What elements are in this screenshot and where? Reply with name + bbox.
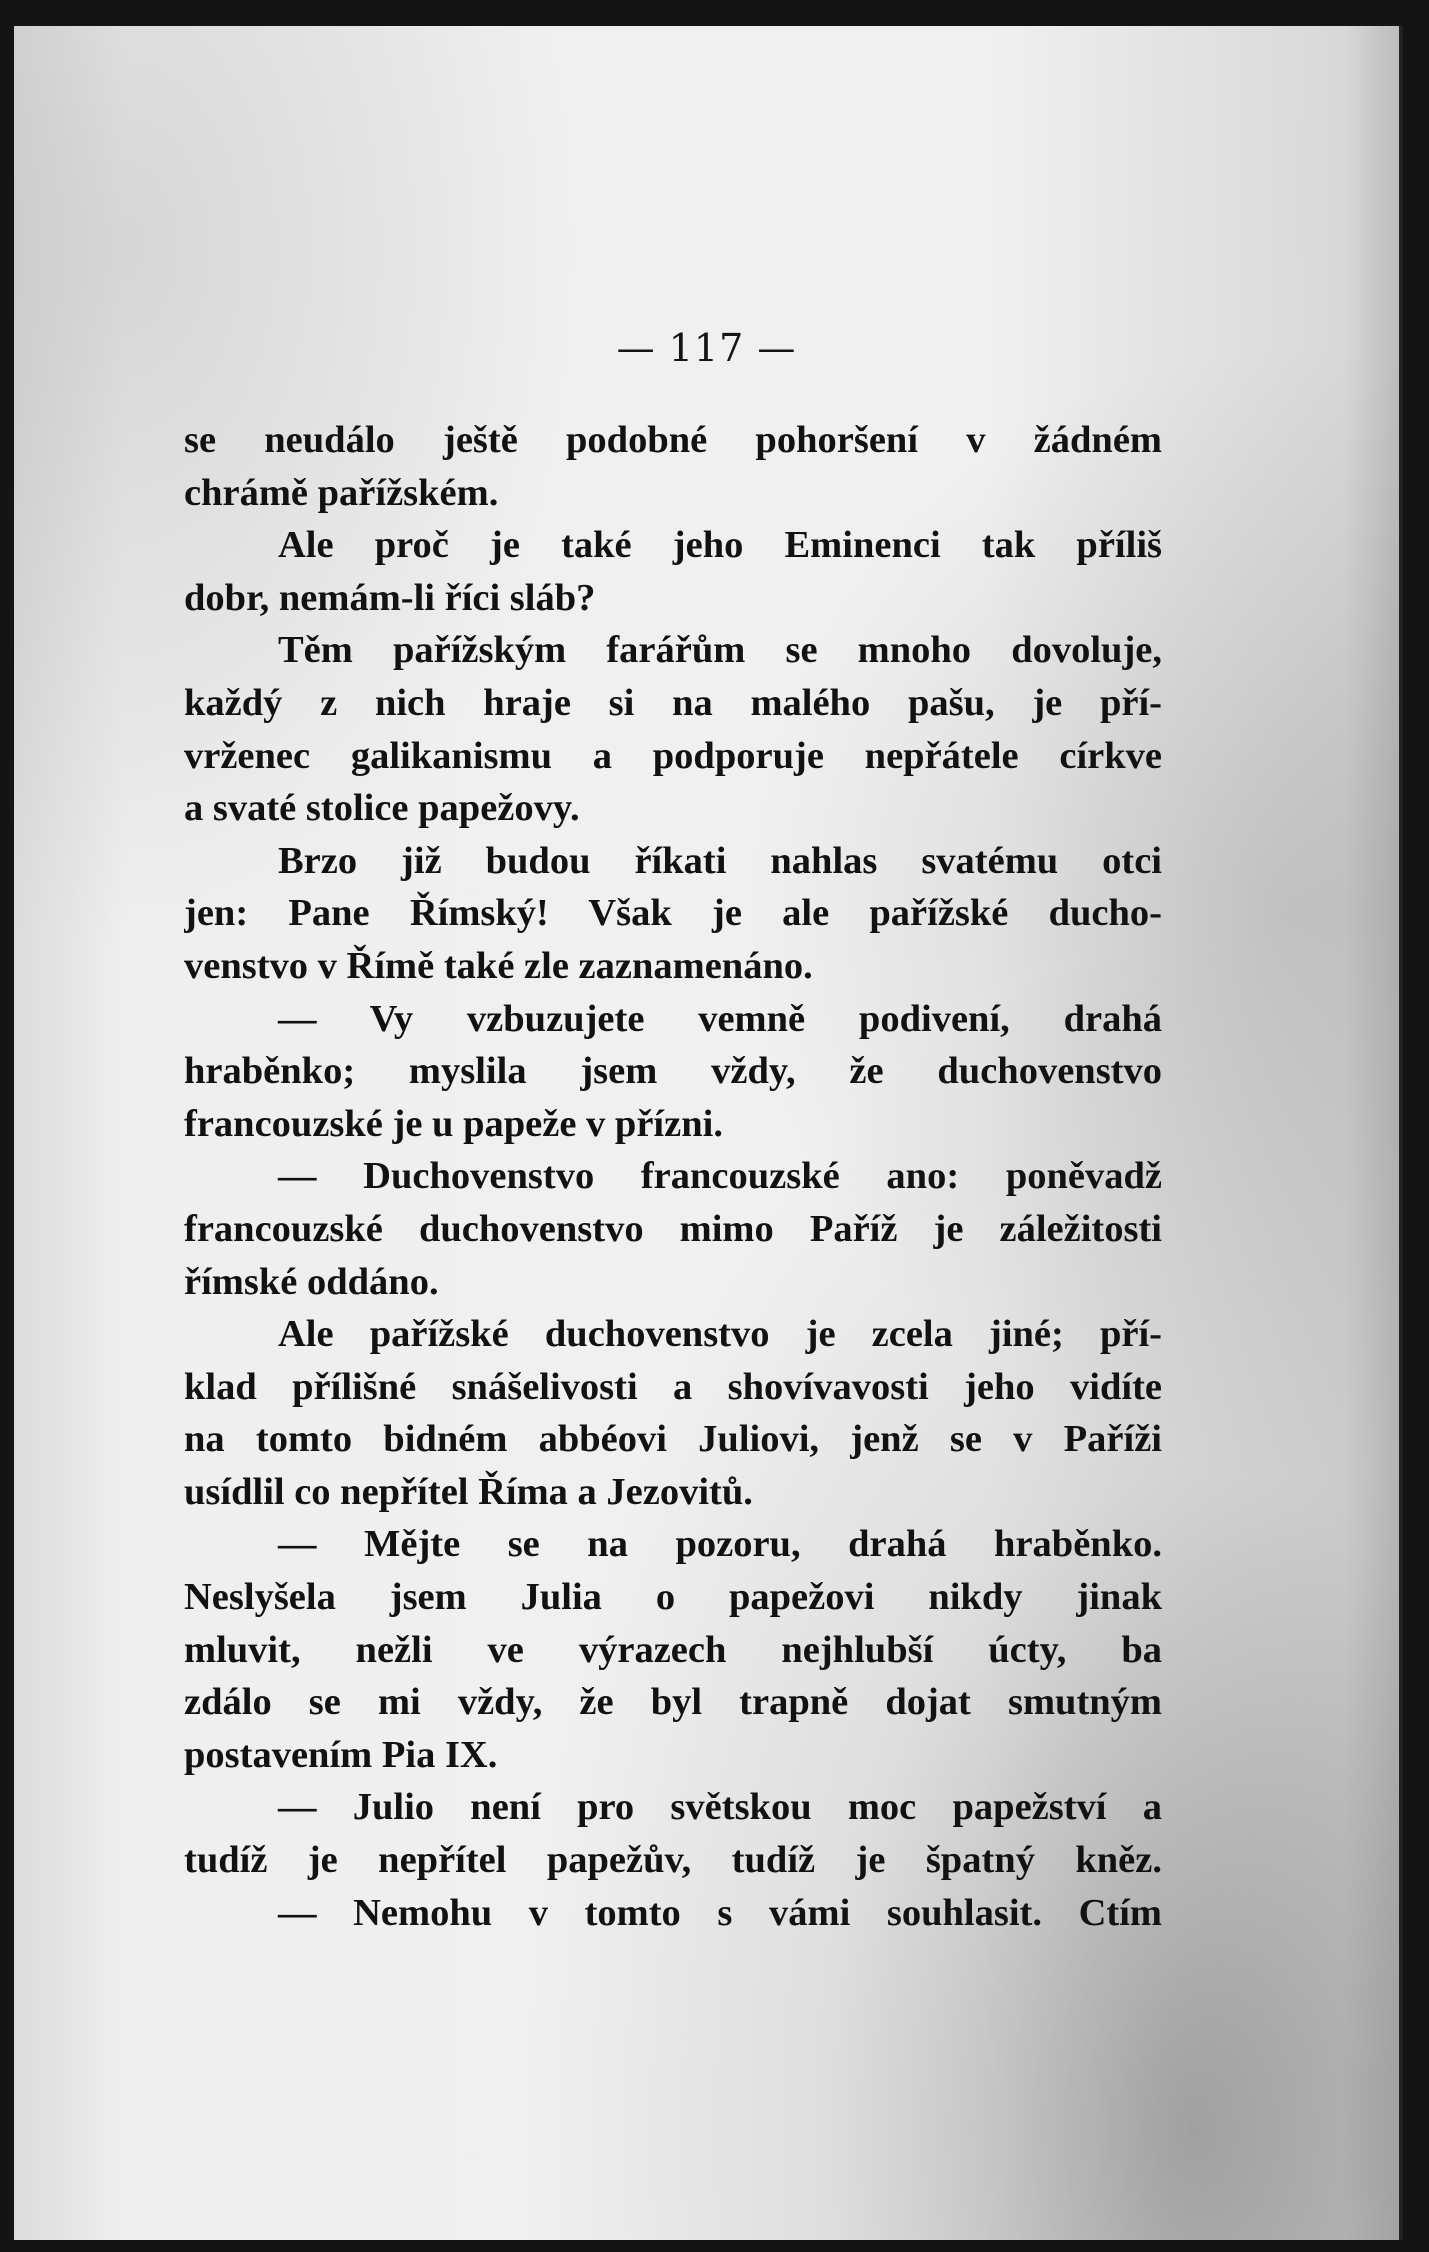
text-line: postavením Pia IX.	[184, 1733, 498, 1776]
text-line: vrženec galikanismu a podporuje nepřátele církve	[184, 734, 1162, 777]
text-line: tudíž je nepřítel papežův, tudíž je špatný kněz.	[184, 1839, 1162, 1882]
text-line: Těm pařížským farářům se mnoho dovoluje,	[278, 629, 1162, 672]
text-line: Neslyšela jsem Julia o papežovi nikdy jinak	[184, 1576, 1162, 1619]
text-line: na tomto bidném abbéovi Juliovi, jenž se v Paříži	[184, 1418, 1162, 1461]
text-line: — Duchovenstvo francouzské ano: poněvadž	[278, 1155, 1162, 1198]
text-line: venstvo v Římě také zle zaznamenáno.	[184, 944, 813, 987]
text-line: — Nemohu v tomto s vámi souhlasit. Ctím	[278, 1891, 1162, 1934]
page-number: — 117 —	[616, 326, 797, 370]
text-line: a svaté stolice papežovy.	[184, 787, 580, 830]
text-line: — Julio není pro světskou moc papežství a	[278, 1786, 1162, 1829]
text-line: dobr, nemám-li říci sláb?	[184, 576, 596, 619]
text-line: mluvit, nežli ve výrazech nejhlubší úcty, ba	[184, 1628, 1162, 1671]
text-line: usídlil co nepřítel Říma a Jezovitů.	[184, 1470, 753, 1513]
text-line: zdálo se mi vždy, že byl trapně dojat smutným	[184, 1681, 1162, 1724]
text-line: chrámě pařížském.	[184, 471, 499, 514]
text-line: se neudálo ještě podobné pohoršení v žádném	[184, 419, 1162, 461]
text-line: každý z nich hraje si na malého pašu, je pří-	[184, 681, 1162, 724]
text-line: — Vy vzbuzujete vemně podivení, drahá	[278, 997, 1162, 1040]
text-line: hraběnko; myslila jsem vždy, že duchovenstvo	[184, 1050, 1162, 1093]
text-line: Brzo již budou říkati nahlas svatému otci	[278, 839, 1162, 882]
text-line: Ale proč je také jeho Eminenci tak příliš	[278, 524, 1162, 567]
text-line: římské oddáno.	[184, 1260, 439, 1303]
text-line: jen: Pane Římský! Však je ale pařížské ducho-	[184, 892, 1162, 935]
text-line: Ale pařížské duchovenstvo je zcela jiné; pří-	[278, 1313, 1162, 1356]
text-line: francouzské duchovenstvo mimo Paříž je záležitosti	[184, 1207, 1162, 1250]
book-page	[14, 26, 1403, 2240]
text-line: — Mějte se na pozoru, drahá hraběnko.	[278, 1523, 1162, 1566]
text-line: francouzské je u papeže v přízni.	[184, 1102, 723, 1145]
body-text	[184, 414, 1162, 1939]
text-line: klad přílišné snášelivosti a shovívavosti jeho vidíte	[184, 1365, 1162, 1408]
